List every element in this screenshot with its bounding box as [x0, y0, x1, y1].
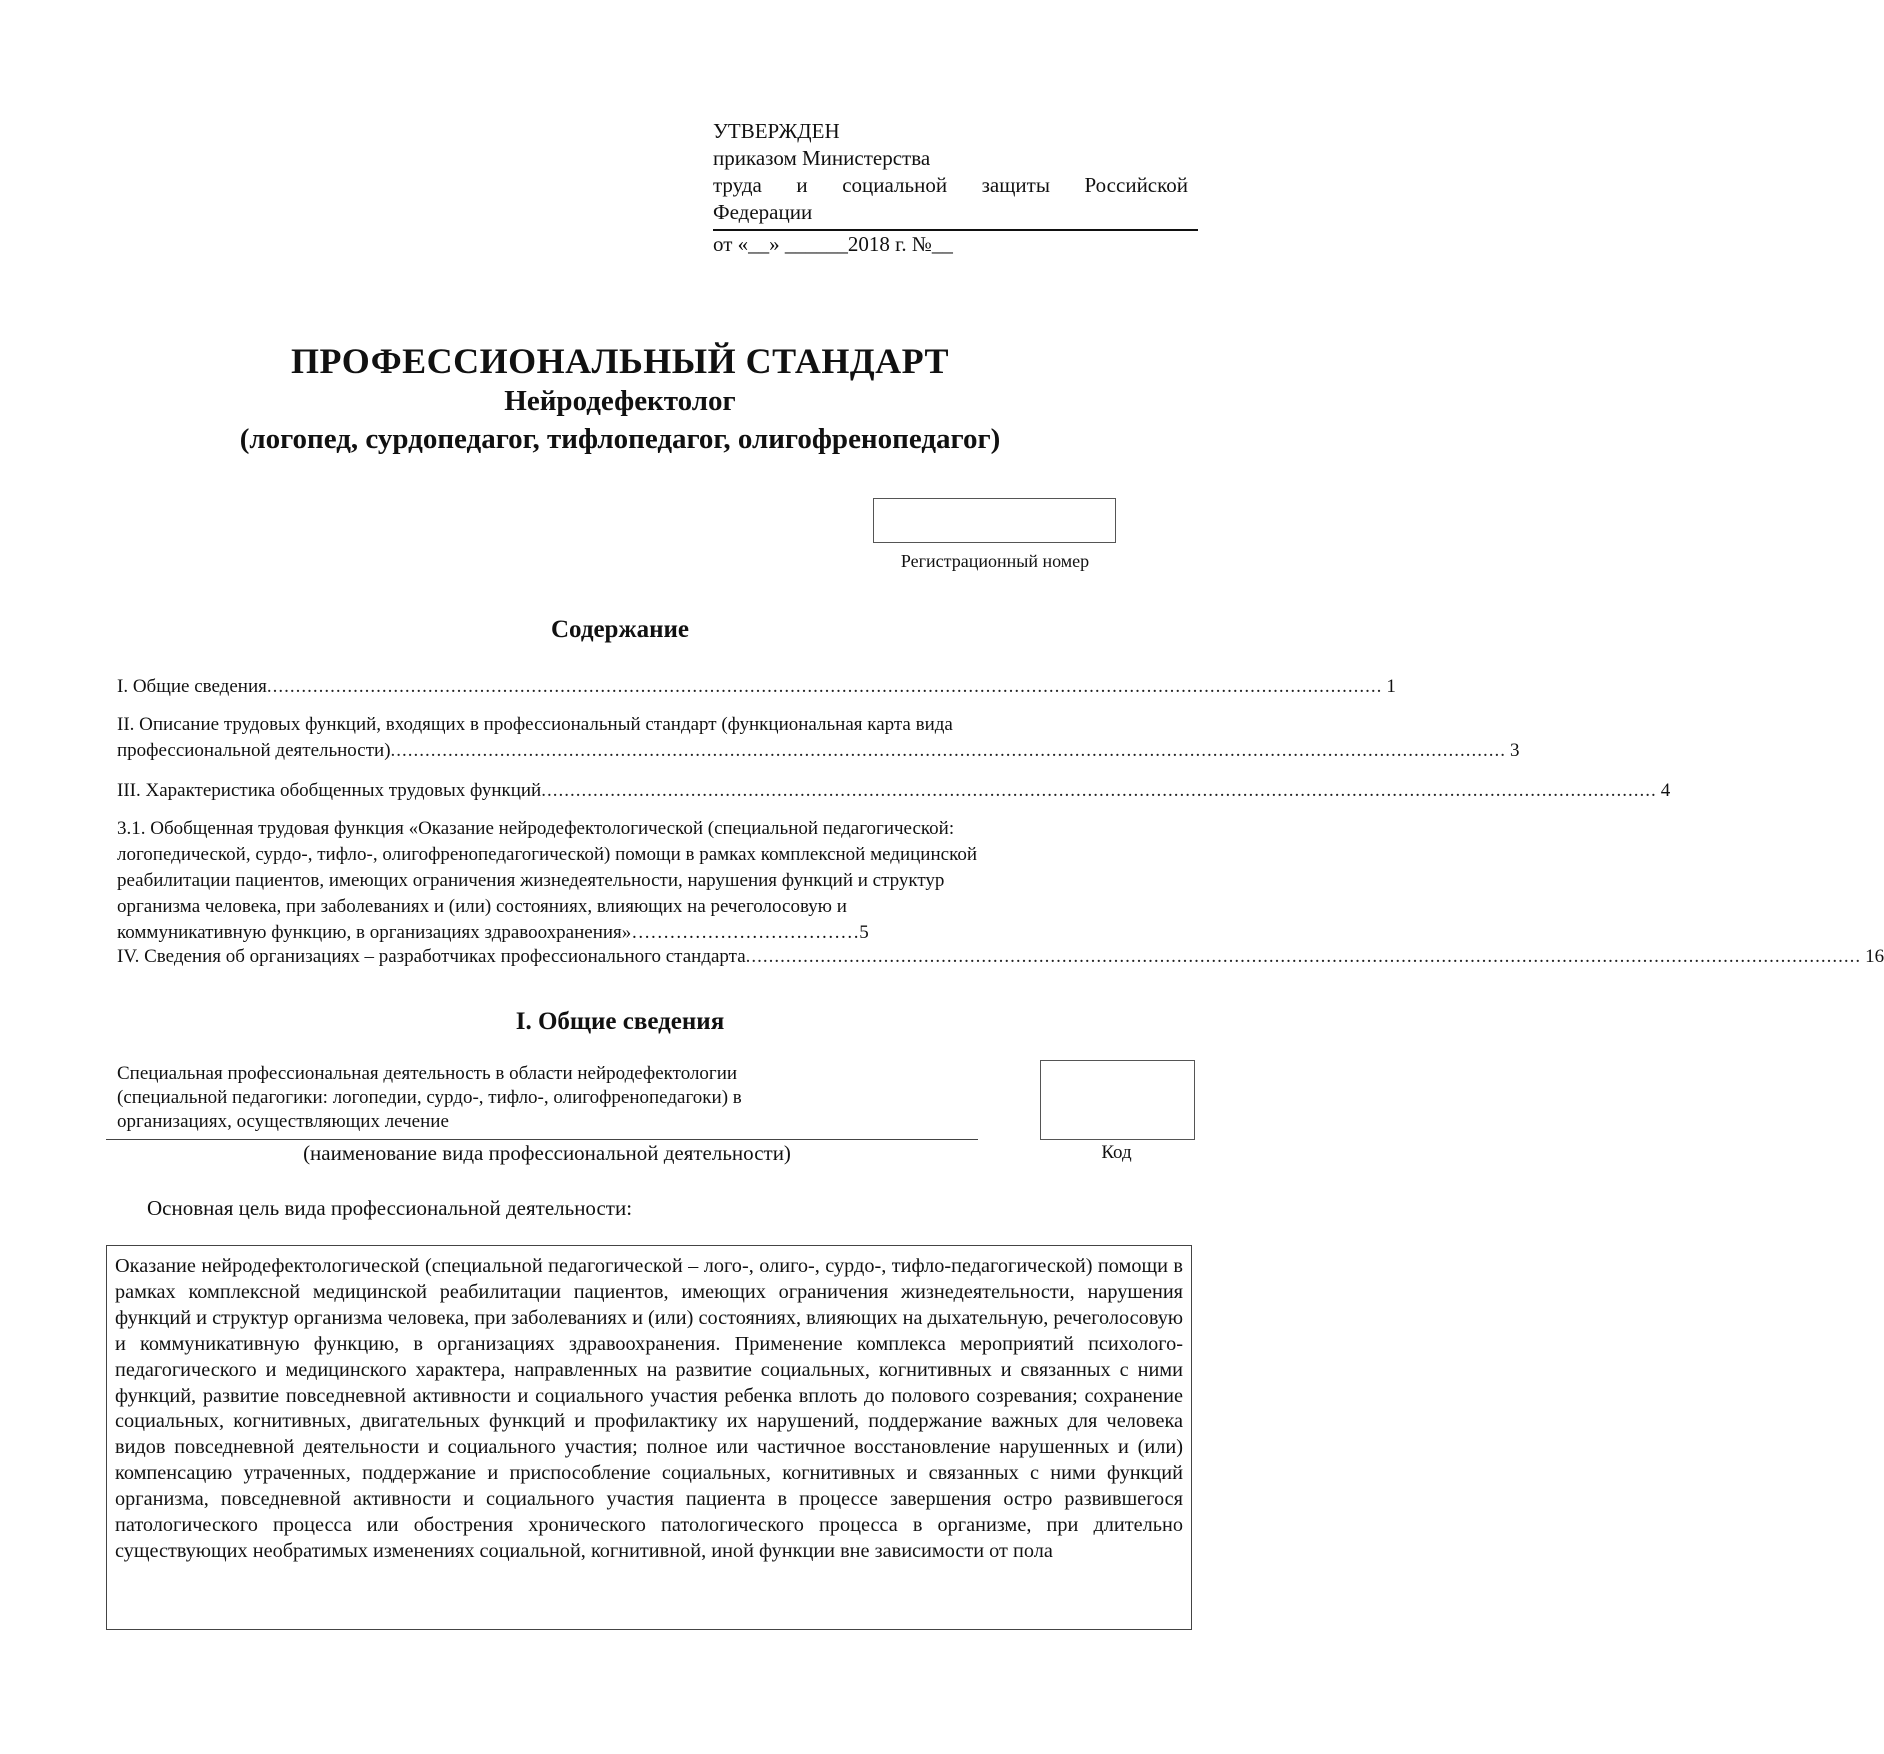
specializations: (логопед, сурдопедагог, тифлопедагог, олигофренопедагог)	[239, 423, 1001, 455]
toc-entry[interactable]	[117, 816, 1179, 946]
toc-entry-text: реабилитации пациентов, имеющих ограничения жизнедеятельности, нарушения функций и структур	[117, 870, 945, 891]
toc-heading: Содержание	[550, 616, 689, 643]
toc-entry-text: I. Общие сведения	[117, 676, 267, 697]
toc-entry-text: организма человека, при заболеваниях и (или) состояниях, влияющих на речеголосовую и	[117, 896, 847, 917]
approval-date: от «__» ______2018 г. №__	[713, 229, 1198, 258]
toc-entry-text: 3.1. Обобщенная трудовая функция «Оказание нейродефектологической (специальной педагогической:	[117, 818, 955, 839]
code-box	[1040, 1060, 1195, 1140]
toc-leader: ..................................................................................................................................................................................................	[266, 676, 1383, 697]
approval-ministry: труда и социальной защиты Российской	[713, 173, 1188, 197]
profession-title: Нейродефектолог	[504, 385, 736, 417]
registration-number-label: Регистрационный номер	[900, 551, 1090, 571]
code-label: Код	[1101, 1142, 1132, 1163]
toc-entry-text: профессиональной деятельности)	[117, 740, 391, 761]
toc-entry[interactable]	[117, 712, 1520, 764]
activity-name-line: организациях, осуществляющих лечение	[117, 1111, 449, 1132]
section-heading: I. Общие сведения	[515, 1008, 725, 1035]
toc-entry[interactable]	[117, 778, 1671, 804]
toc-leader: ..................................................................................................................................................................................................	[390, 740, 1507, 761]
activity-name-line: Специальная профессиональная деятельность в области нейродефектологии	[117, 1063, 738, 1084]
approval-order: приказом Министерства	[713, 146, 931, 170]
goal-text: Оказание нейродефектологической (специальной педагогической – лого-, олиго-, сурдо-, тифло-педагогической) помощи в рамках комплексной медицинской реабилитации пациентов, имеющих ограничения жизнедеятельности, нарушения функций и структур организма человека, при заболеваниях и (или) состояниях, влияющих на дыхательную, речеголосовую и коммуникативную функцию, в организациях здравоохранения. Применение комплекса мероприятий психолого-педагогического и медицинского характера, направленных на развитие социальных, когнитивных и связанных с ними функций, развитие повседневной активности и социального участия ребенка вплоть до полового созревания; сохранение социальных, когнитивных, двигательных функций и профилактику их нарушений, поддержание важных для человека видов повседневной деятельности и социального участия; полное или частичное восстановление нарушенных и (или) компенсацию утраченных, поддержание и приспособление социальных, когнитивных и связанных с ними функций организма, повседневной активности и социального участия пациента в процессе завершения остро развившегося патологического процесса или обострения хронического патологического процесса в организме, при длительно существующих необратимых изменениях социальной, когнитивной, иной функции вне зависимости от пола	[115, 1255, 1183, 1562]
approval-status: УТВЕРЖДЕН	[713, 119, 840, 143]
toc-entry-text: III. Характеристика обобщенных трудовых функций	[117, 780, 542, 801]
activity-caption: (наименование вида профессиональной деятельности)	[303, 1141, 791, 1165]
approval-federation: Федерации	[713, 200, 813, 224]
approval-block	[713, 118, 1188, 258]
toc-page-number: 1	[1386, 676, 1396, 697]
toc-entry[interactable]	[117, 674, 1396, 700]
registration-number-box	[873, 498, 1116, 543]
toc-entry-text: коммуникативную функцию, в организациях здравоохранения»………………………………5	[117, 922, 869, 943]
activity-underline	[106, 1139, 978, 1140]
toc-leader: ..................................................................................................................................................................................................	[541, 780, 1657, 801]
goal-label: Основная цель вида профессиональной деятельности:	[147, 1196, 633, 1220]
toc-entry-text: II. Описание трудовых функций, входящих в профессиональный стандарт (функциональная карта вида	[117, 714, 953, 735]
toc-entry-text: IV. Сведения об организациях – разработчиках профессионального стандарта	[117, 946, 746, 967]
toc-page-number: 4	[1660, 780, 1671, 801]
activity-name	[117, 1062, 977, 1134]
goal-text-box	[106, 1245, 1192, 1630]
document-title: ПРОФЕССИОНАЛЬНЫЙ СТАНДАРТ	[290, 341, 950, 381]
activity-name-line: (специальной педагогики: логопедии, сурдо-, тифло-, олигофренопедагоки) в	[117, 1087, 742, 1108]
toc-entry[interactable]	[117, 944, 1884, 970]
document-title-block	[0, 340, 1240, 458]
toc-page-number: 3	[1510, 740, 1520, 761]
toc-entry-text: логопедической, сурдо-, тифло-, олигофренопедагогической) помощи в рамках комплексной медицинской	[117, 844, 978, 865]
toc-page-number: 16	[1865, 946, 1884, 967]
toc-leader: ..................................................................................................................................................................................................	[745, 946, 1862, 967]
